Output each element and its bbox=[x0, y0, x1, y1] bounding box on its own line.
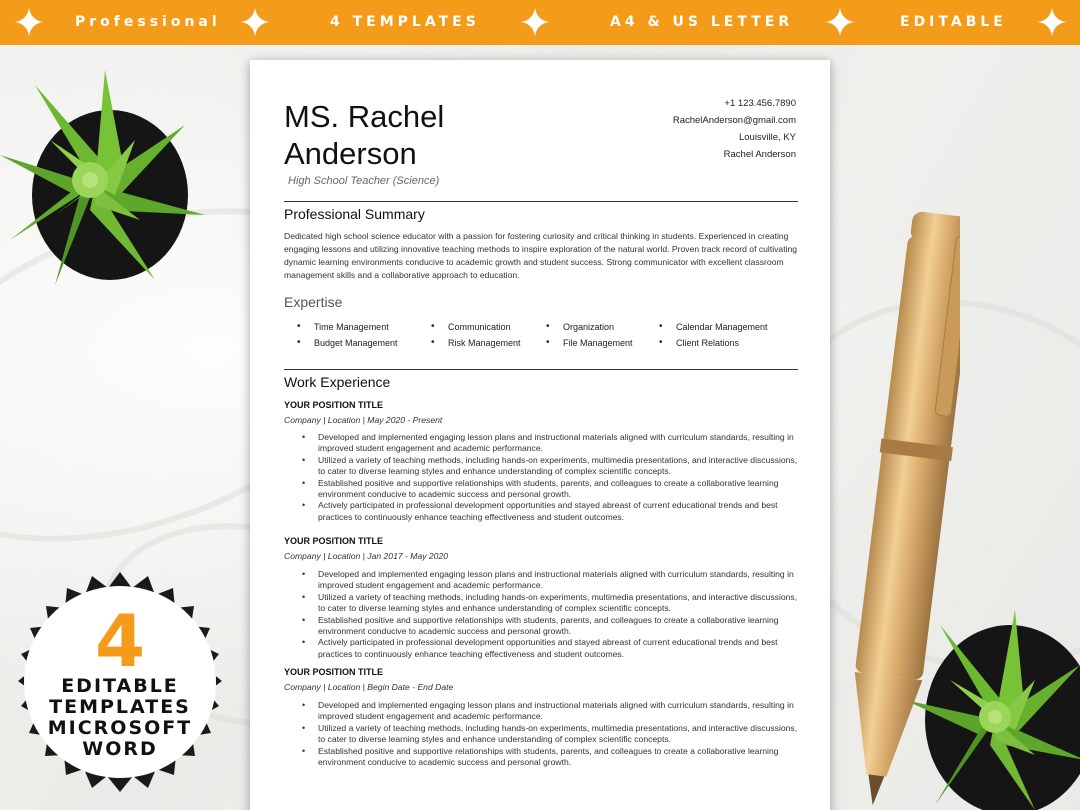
job-bullet: • Utilized a variety of teaching methods, including hands-on experiments, multimedia presentations, and interactive discussions, to cater to diverse learning styles and enhance understanding of complex scientific concepts. bbox=[318, 455, 798, 478]
badge-line-2: TEMPLATES bbox=[49, 696, 191, 718]
expertise-heading: Expertise bbox=[284, 294, 343, 310]
job-bullets bbox=[318, 432, 798, 523]
job-bullet: • Developed and implemented engaging lesson plans and instructional materials aligned with curriculum standards, resulting in improved student engagement and academic performance. bbox=[318, 569, 798, 592]
job-title: YOUR POSITION TITLE bbox=[284, 667, 384, 677]
contact-phone: +1 123.456.7890 bbox=[724, 98, 796, 109]
banner-label-paper-size: A4 & US LETTER bbox=[610, 14, 794, 30]
job-bullet: • Established positive and supportive relationships with students, parents, and colleagues to create a collaborative learning environment conducive to academic success and personal growth. bbox=[318, 478, 798, 501]
banner-label-templates: 4 TEMPLATES bbox=[330, 14, 480, 30]
badge-number: 4 bbox=[94, 599, 146, 683]
job-bullets bbox=[318, 700, 798, 768]
job-meta: Company | Location | May 2020 - Present bbox=[284, 415, 443, 425]
job-bullet: • Utilized a variety of teaching methods, including hands-on experiments, multimedia presentations, and interactive discussions, to cater to diverse learning styles and enhance understanding of complex scientific concepts. bbox=[318, 592, 798, 615]
contact-location: Louisville, KY bbox=[738, 132, 796, 143]
summary-heading: Professional Summary bbox=[284, 206, 425, 222]
name-line-2: Anderson bbox=[284, 136, 417, 171]
sparkle-icon bbox=[1037, 7, 1067, 37]
expertise-item: • Time Management bbox=[314, 322, 389, 332]
badge-line-4: WORD bbox=[82, 738, 158, 760]
contact-name: Rachel Anderson bbox=[723, 149, 796, 160]
sparkle-icon bbox=[520, 7, 550, 37]
job-title: YOUR POSITION TITLE bbox=[284, 536, 384, 546]
section-divider bbox=[284, 201, 798, 202]
sparkle-icon bbox=[240, 7, 270, 37]
job-title: YOUR POSITION TITLE bbox=[284, 400, 384, 410]
banner-label-editable: EDITABLE bbox=[900, 14, 1007, 30]
section-divider bbox=[284, 369, 798, 370]
expertise-item: • Organization bbox=[563, 322, 614, 332]
resume-role: High School Teacher (Science) bbox=[288, 175, 440, 187]
succulent-plant-image bbox=[0, 45, 215, 295]
job-meta: Company | Location | Jan 2017 - May 2020 bbox=[284, 551, 449, 561]
gold-pen-image bbox=[820, 200, 960, 810]
badge-line-1: EDITABLE bbox=[61, 675, 179, 697]
expertise-item: • Risk Management bbox=[448, 338, 521, 348]
job-bullet: • Actively participated in professional development opportunities and stayed abreast of current educational trends and best practices to continuously enhance teaching effectiveness and student outcomes. bbox=[318, 500, 798, 523]
job-bullets bbox=[318, 569, 798, 660]
contact-email: RachelAnderson@gmail.com bbox=[672, 115, 796, 126]
summary-text: Dedicated high school science educator with a passion for fostering curiosity and critical thinking in students. Experienced in creating engaging lessons and utilizing innovative teaching methods to inspire exploration of the natural world. Proven track record of cultivating dynamic learning environments conducive to academic growth and student success. Strong communicator with excellent classroom management skills and a collaborative approach to education. bbox=[284, 231, 798, 280]
sparkle-icon bbox=[14, 7, 44, 37]
top-banner bbox=[0, 0, 1080, 45]
job-bullet: • Developed and implemented engaging lesson plans and instructional materials aligned with curriculum standards, resulting in improved student engagement and academic performance. bbox=[318, 432, 798, 455]
sparkle-icon bbox=[825, 7, 855, 37]
banner-label-professional: Professional bbox=[75, 14, 221, 30]
job-bullet: • Developed and implemented engaging lesson plans and instructional materials aligned with curriculum standards, resulting in improved student engagement and academic performance. bbox=[318, 700, 798, 723]
expertise-item: • Budget Management bbox=[314, 338, 398, 348]
contact-block bbox=[576, 95, 796, 163]
expertise-item: • File Management bbox=[563, 338, 633, 348]
name-line-1: MS. Rachel bbox=[284, 99, 445, 134]
resume-name bbox=[284, 98, 584, 172]
work-heading: Work Experience bbox=[284, 374, 391, 390]
badge-line-3: MICROSOFT bbox=[47, 717, 193, 739]
job-bullet: • Established positive and supportive relationships with students, parents, and colleagues to create a collaborative learning environment conducive to academic success and personal growth. bbox=[318, 615, 798, 638]
expertise-item: • Client Relations bbox=[676, 338, 739, 348]
resume-document bbox=[250, 60, 830, 810]
job-bullet: • Actively participated in professional development opportunities and stayed abreast of current educational trends and best practices to continuously enhance teaching effectiveness and student outcomes. bbox=[318, 637, 798, 660]
job-meta: Company | Location | Begin Date - End Date bbox=[284, 682, 454, 692]
job-bullet: • Utilized a variety of teaching methods, including hands-on experiments, multimedia presentations, and interactive discussions, to cater to diverse learning styles and enhance understanding of complex scientific concepts. bbox=[318, 723, 798, 746]
expertise-item: • Calendar Management bbox=[676, 322, 768, 332]
job-bullet: • Established positive and supportive relationships with students, parents, and colleagues to create a collaborative learning environment conducive to academic success and personal growth. bbox=[318, 746, 798, 769]
expertise-item: • Communication bbox=[448, 322, 511, 332]
